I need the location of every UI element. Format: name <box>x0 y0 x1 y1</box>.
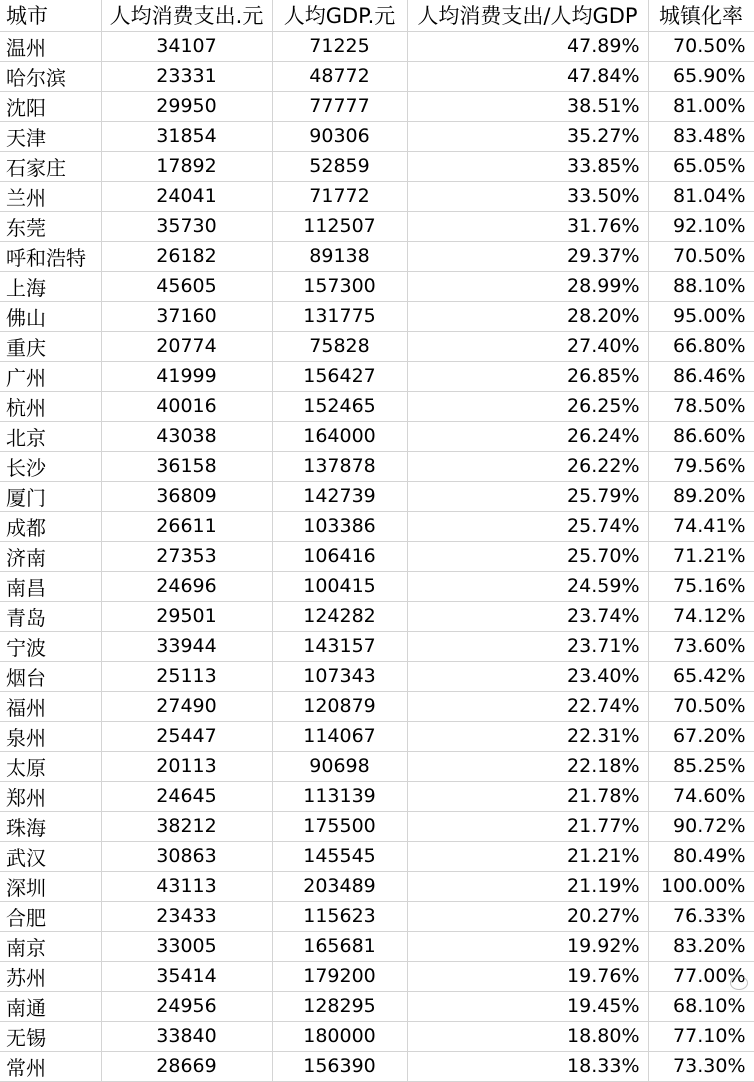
cell-urbanization: 73.60% <box>648 631 754 661</box>
cell-consumption: 40016 <box>101 391 272 421</box>
cell-consumption: 37160 <box>101 301 272 331</box>
table-row <box>0 421 754 451</box>
cell-urbanization: 77.00% <box>648 961 754 991</box>
cell-city: 烟台 <box>0 661 101 691</box>
cell-ratio: 26.85% <box>407 361 648 391</box>
cell-city: 常州 <box>0 1051 101 1081</box>
cell-consumption: 43113 <box>101 871 272 901</box>
cell-gdp: 203489 <box>272 871 407 901</box>
cell-city: 温州 <box>0 31 101 61</box>
cell-urbanization: 67.20% <box>648 721 754 751</box>
cell-city: 武汉 <box>0 841 101 871</box>
cell-gdp: 113139 <box>272 781 407 811</box>
cell-consumption: 41999 <box>101 361 272 391</box>
cell-ratio: 19.45% <box>407 991 648 1021</box>
cell-consumption: 28669 <box>101 1051 272 1081</box>
cell-consumption: 25447 <box>101 721 272 751</box>
cell-city: 哈尔滨 <box>0 61 101 91</box>
cell-urbanization: 75.16% <box>648 571 754 601</box>
cell-consumption: 20774 <box>101 331 272 361</box>
cell-city: 郑州 <box>0 781 101 811</box>
table-row <box>0 691 754 721</box>
cell-consumption: 24645 <box>101 781 272 811</box>
cell-ratio: 21.77% <box>407 811 648 841</box>
cell-city: 南通 <box>0 991 101 1021</box>
cell-consumption: 23331 <box>101 61 272 91</box>
cell-gdp: 156427 <box>272 361 407 391</box>
cell-gdp: 107343 <box>272 661 407 691</box>
header-row <box>0 0 754 31</box>
cell-consumption: 34107 <box>101 31 272 61</box>
cell-city: 东莞 <box>0 211 101 241</box>
cell-consumption: 23433 <box>101 901 272 931</box>
cell-urbanization: 77.10% <box>648 1021 754 1051</box>
cell-gdp: 75828 <box>272 331 407 361</box>
cell-urbanization: 100.00% <box>648 871 754 901</box>
cell-urbanization: 65.90% <box>648 61 754 91</box>
cell-urbanization: 81.04% <box>648 181 754 211</box>
table-row <box>0 991 754 1021</box>
cell-gdp: 156390 <box>272 1051 407 1081</box>
cell-ratio: 25.74% <box>407 511 648 541</box>
table-row <box>0 901 754 931</box>
cell-gdp: 180000 <box>272 1021 407 1051</box>
table-row <box>0 271 754 301</box>
cell-urbanization: 95.00% <box>648 301 754 331</box>
cell-gdp: 175500 <box>272 811 407 841</box>
table-row <box>0 811 754 841</box>
cell-ratio: 19.76% <box>407 961 648 991</box>
cell-ratio: 22.18% <box>407 751 648 781</box>
cell-consumption: 33840 <box>101 1021 272 1051</box>
cell-consumption: 35414 <box>101 961 272 991</box>
cell-ratio: 26.24% <box>407 421 648 451</box>
cell-city: 佛山 <box>0 301 101 331</box>
table-row <box>0 481 754 511</box>
cell-ratio: 38.51% <box>407 91 648 121</box>
cell-gdp: 48772 <box>272 61 407 91</box>
cell-urbanization: 78.50% <box>648 391 754 421</box>
cell-gdp: 179200 <box>272 961 407 991</box>
cell-urbanization: 73.30% <box>648 1051 754 1081</box>
cell-gdp: 157300 <box>272 271 407 301</box>
cell-city: 长沙 <box>0 451 101 481</box>
cell-consumption: 26611 <box>101 511 272 541</box>
cell-ratio: 22.31% <box>407 721 648 751</box>
cell-urbanization: 83.48% <box>648 121 754 151</box>
table-row <box>0 31 754 61</box>
cell-urbanization: 85.25% <box>648 751 754 781</box>
table-row <box>0 361 754 391</box>
cell-urbanization: 79.56% <box>648 451 754 481</box>
cell-urbanization: 86.46% <box>648 361 754 391</box>
cell-gdp: 89138 <box>272 241 407 271</box>
table-row <box>0 61 754 91</box>
cell-city: 苏州 <box>0 961 101 991</box>
cell-consumption: 24956 <box>101 991 272 1021</box>
cell-city: 深圳 <box>0 871 101 901</box>
cell-gdp: 90698 <box>272 751 407 781</box>
table-row <box>0 91 754 121</box>
cell-city: 厦门 <box>0 481 101 511</box>
cell-city: 沈阳 <box>0 91 101 121</box>
cell-consumption: 33944 <box>101 631 272 661</box>
cell-urbanization: 74.41% <box>648 511 754 541</box>
cell-consumption: 30863 <box>101 841 272 871</box>
cell-gdp: 90306 <box>272 121 407 151</box>
cell-gdp: 115623 <box>272 901 407 931</box>
table-row <box>0 1051 754 1081</box>
cell-ratio: 23.74% <box>407 601 648 631</box>
table-row <box>0 151 754 181</box>
cell-ratio: 27.40% <box>407 331 648 361</box>
cell-gdp: 77777 <box>272 91 407 121</box>
cell-city: 广州 <box>0 361 101 391</box>
cell-urbanization: 74.60% <box>648 781 754 811</box>
cell-urbanization: 70.50% <box>648 691 754 721</box>
table-row <box>0 571 754 601</box>
cell-city: 泉州 <box>0 721 101 751</box>
cell-gdp: 100415 <box>272 571 407 601</box>
cell-city: 上海 <box>0 271 101 301</box>
cell-city: 呼和浩特 <box>0 241 101 271</box>
cell-ratio: 47.89% <box>407 31 648 61</box>
cell-gdp: 137878 <box>272 451 407 481</box>
cell-ratio: 21.21% <box>407 841 648 871</box>
cell-gdp: 112507 <box>272 211 407 241</box>
cell-ratio: 26.22% <box>407 451 648 481</box>
cell-urbanization: 76.33% <box>648 901 754 931</box>
cell-ratio: 21.19% <box>407 871 648 901</box>
cell-gdp: 52859 <box>272 151 407 181</box>
table-body <box>0 31 754 1081</box>
cell-ratio: 25.70% <box>407 541 648 571</box>
cell-gdp: 124282 <box>272 601 407 631</box>
cell-gdp: 152465 <box>272 391 407 421</box>
table-row <box>0 391 754 421</box>
cell-ratio: 22.74% <box>407 691 648 721</box>
table-row <box>0 601 754 631</box>
cell-gdp: 71225 <box>272 31 407 61</box>
cell-city: 石家庄 <box>0 151 101 181</box>
cell-city: 无锡 <box>0 1021 101 1051</box>
cell-consumption: 38212 <box>101 811 272 841</box>
cell-city: 成都 <box>0 511 101 541</box>
cell-consumption: 29950 <box>101 91 272 121</box>
table-row <box>0 121 754 151</box>
cell-consumption: 25113 <box>101 661 272 691</box>
cell-ratio: 47.84% <box>407 61 648 91</box>
cell-consumption: 31854 <box>101 121 272 151</box>
table-row <box>0 301 754 331</box>
cell-consumption: 20113 <box>101 751 272 781</box>
cell-gdp: 103386 <box>272 511 407 541</box>
cell-consumption: 35730 <box>101 211 272 241</box>
cell-ratio: 20.27% <box>407 901 648 931</box>
cell-urbanization: 70.50% <box>648 241 754 271</box>
cell-gdp: 145545 <box>272 841 407 871</box>
cell-ratio: 18.33% <box>407 1051 648 1081</box>
table-row <box>0 541 754 571</box>
cell-consumption: 36158 <box>101 451 272 481</box>
cell-urbanization: 83.20% <box>648 931 754 961</box>
cell-city: 南昌 <box>0 571 101 601</box>
cell-city: 重庆 <box>0 331 101 361</box>
cell-urbanization: 74.12% <box>648 601 754 631</box>
cell-ratio: 33.50% <box>407 181 648 211</box>
cell-consumption: 33005 <box>101 931 272 961</box>
cell-consumption: 24041 <box>101 181 272 211</box>
cell-urbanization: 81.00% <box>648 91 754 121</box>
cell-gdp: 114067 <box>272 721 407 751</box>
table-row <box>0 781 754 811</box>
cell-ratio: 29.37% <box>407 241 648 271</box>
table-row <box>0 871 754 901</box>
cell-urbanization: 65.42% <box>648 661 754 691</box>
cell-urbanization: 86.60% <box>648 421 754 451</box>
cell-ratio: 19.92% <box>407 931 648 961</box>
cell-urbanization: 70.50% <box>648 31 754 61</box>
table-row <box>0 1021 754 1051</box>
cell-city: 杭州 <box>0 391 101 421</box>
cell-ratio: 25.79% <box>407 481 648 511</box>
cell-city: 太原 <box>0 751 101 781</box>
cell-ratio: 23.40% <box>407 661 648 691</box>
cell-ratio: 28.20% <box>407 301 648 331</box>
cell-ratio: 21.78% <box>407 781 648 811</box>
cell-consumption: 17892 <box>101 151 272 181</box>
cell-ratio: 28.99% <box>407 271 648 301</box>
cell-gdp: 120879 <box>272 691 407 721</box>
cell-gdp: 164000 <box>272 421 407 451</box>
cell-city: 济南 <box>0 541 101 571</box>
table-row <box>0 631 754 661</box>
cell-city: 福州 <box>0 691 101 721</box>
cell-urbanization: 88.10% <box>648 271 754 301</box>
cell-city: 兰州 <box>0 181 101 211</box>
cell-urbanization: 68.10% <box>648 991 754 1021</box>
cell-city: 北京 <box>0 421 101 451</box>
header-gdp: 人均GDP.元 <box>272 0 407 31</box>
cell-urbanization: 65.05% <box>648 151 754 181</box>
cell-urbanization: 80.49% <box>648 841 754 871</box>
cell-ratio: 31.76% <box>407 211 648 241</box>
table-row <box>0 451 754 481</box>
cell-city: 青岛 <box>0 601 101 631</box>
table-row <box>0 181 754 211</box>
cell-consumption: 27490 <box>101 691 272 721</box>
cell-ratio: 23.71% <box>407 631 648 661</box>
cell-urbanization: 90.72% <box>648 811 754 841</box>
cell-gdp: 143157 <box>272 631 407 661</box>
cell-ratio: 24.59% <box>407 571 648 601</box>
header-consumption: 人均消费支出.元 <box>101 0 272 31</box>
cell-ratio: 18.80% <box>407 1021 648 1051</box>
table-row <box>0 751 754 781</box>
cell-consumption: 27353 <box>101 541 272 571</box>
header-city: 城市 <box>0 0 101 31</box>
cell-consumption: 29501 <box>101 601 272 631</box>
cell-consumption: 43038 <box>101 421 272 451</box>
cell-city: 合肥 <box>0 901 101 931</box>
table-row <box>0 931 754 961</box>
cell-gdp: 165681 <box>272 931 407 961</box>
cell-urbanization: 92.10% <box>648 211 754 241</box>
header-ratio: 人均消费支出/人均GDP <box>407 0 648 31</box>
cell-ratio: 26.25% <box>407 391 648 421</box>
table-row <box>0 961 754 991</box>
cell-city: 天津 <box>0 121 101 151</box>
cell-consumption: 24696 <box>101 571 272 601</box>
table-row <box>0 511 754 541</box>
cell-consumption: 26182 <box>101 241 272 271</box>
cell-urbanization: 66.80% <box>648 331 754 361</box>
cell-urbanization: 71.21% <box>648 541 754 571</box>
cell-gdp: 142739 <box>272 481 407 511</box>
cell-city: 宁波 <box>0 631 101 661</box>
cell-ratio: 33.85% <box>407 151 648 181</box>
table-row <box>0 211 754 241</box>
cell-gdp: 71772 <box>272 181 407 211</box>
table-row <box>0 331 754 361</box>
cell-ratio: 35.27% <box>407 121 648 151</box>
cell-consumption: 36809 <box>101 481 272 511</box>
header-urbanization: 城镇化率 <box>648 0 754 31</box>
cell-gdp: 128295 <box>272 991 407 1021</box>
cell-city: 南京 <box>0 931 101 961</box>
cell-gdp: 106416 <box>272 541 407 571</box>
table-row <box>0 241 754 271</box>
cell-gdp: 131775 <box>272 301 407 331</box>
table-row <box>0 841 754 871</box>
table-row <box>0 721 754 751</box>
cell-city: 珠海 <box>0 811 101 841</box>
table-row <box>0 661 754 691</box>
cell-consumption: 45605 <box>101 271 272 301</box>
cell-urbanization: 89.20% <box>648 481 754 511</box>
